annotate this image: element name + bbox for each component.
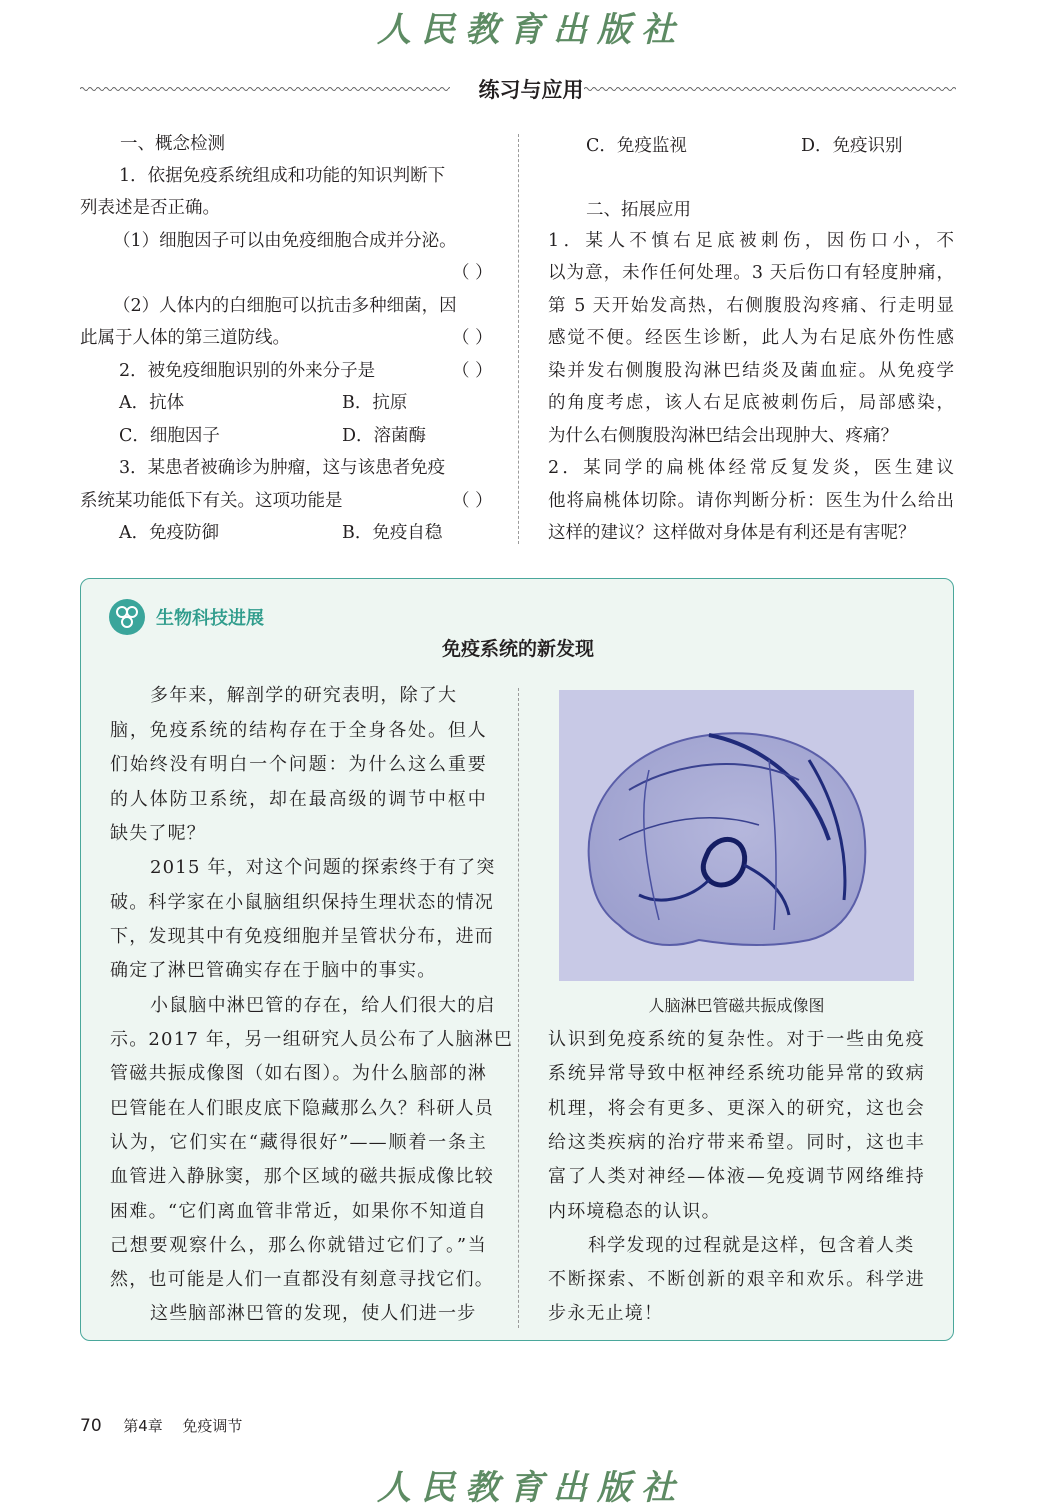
ext-q2-line: 2．某同学的扁桃体经常反复发炎，医生建议 <box>548 458 954 478</box>
molecule-icon <box>109 599 145 635</box>
box-text-line: 示。2017 年，另一组研究人员公布了人脑淋巴 <box>110 1029 514 1050</box>
box-text-line: 2015 年，对这个问题的探索终于有了突 <box>150 857 496 878</box>
publisher-logo-top: 人民教育出版社 <box>377 10 685 50</box>
heading-concept-check: 一、概念检测 <box>120 134 225 154</box>
box-text-line: 脑，免疫系统的结构存在于全身各处。但人 <box>110 720 487 741</box>
box-text-line: 巴管能在人们眼皮底下隐藏那么久？科研人员 <box>110 1098 494 1119</box>
ext-q2-line: 这样的建议？这样做对身体是有利还是有害呢？ <box>548 523 916 543</box>
q3-option-a: A．免疫防御 <box>119 523 220 543</box>
chapter-title: 免疫调节 <box>182 1417 243 1435</box>
box-text-line: 管磁共振成像图（如右图）。为什么脑部的淋 <box>110 1063 487 1084</box>
q3-option-d: D．免疫识别 <box>801 136 903 156</box>
figure-caption: 人脑淋巴管磁共振成像图 <box>648 996 825 1015</box>
box-text-line: 己想要观察什么，那么你就错过它们了。”当 <box>110 1235 487 1256</box>
page-number: 70 <box>80 1416 102 1436</box>
ext-q2-line: 他将扁桃体切除。请你判断分析：医生为什么给出 <box>548 491 954 511</box>
q2-option-d: D．溶菌酶 <box>342 426 427 446</box>
ext-q1-line: 1．某人不慎右足底被刺伤，因伤口小，不 <box>548 231 954 251</box>
q2-stem: 2．被免疫细胞识别的外来分子是 <box>119 361 376 381</box>
section-title: 练习与应用 <box>478 78 584 102</box>
q2-option-b: B．抗原 <box>342 393 408 413</box>
box-text-line: 们始终没有明白一个问题：为什么这么重要 <box>110 754 487 775</box>
box-text-line: 然，也可能是人们一直都没有刻意寻找它们。 <box>110 1269 494 1290</box>
q1-2-answer-paren: （ ） <box>452 328 493 348</box>
q3-line1: 3．某患者被确诊为肿瘤，这与该患者免疫 <box>119 458 446 478</box>
q2-option-c: C．细胞因子 <box>119 426 220 446</box>
heading-extension: 二、拓展应用 <box>586 200 691 220</box>
ext-q1-line: 第 5 天开始发高热，右侧腹股沟疼痛、行走明显 <box>548 296 954 316</box>
box-text-line: 小鼠脑中淋巴管的存在，给人们很大的启 <box>150 995 496 1016</box>
box-text-line: 富了人类对神经—体液—免疫调节网络维持 <box>548 1166 925 1187</box>
box-label: 生物科技进展 <box>156 608 264 629</box>
q1-line1: 1．依据免疫系统组成和功能的知识判断下 <box>119 166 446 186</box>
box-text-line: 确定了淋巴管确实存在于脑中的事实。 <box>110 960 437 981</box>
box-text-line: 的人体防卫系统，却在最高级的调节中枢中 <box>110 789 487 810</box>
box-text-line: 认为，它们实在“藏得很好”——顺着一条主 <box>110 1132 487 1153</box>
box-text-line: 不断探索、不断创新的艰辛和欢乐。科学进 <box>548 1269 925 1290</box>
column-divider <box>518 134 519 544</box>
q3-option-b: B．免疫自稳 <box>342 523 443 543</box>
publisher-logo-bottom: 人民教育出版社 <box>377 1468 685 1508</box>
brain-mri-image <box>559 690 914 981</box>
box-text-line: 步永无止境！ <box>548 1303 664 1324</box>
ext-q1-line: 染并发右侧腹股沟淋巴结炎及菌血症。从免疫学 <box>548 361 954 381</box>
q1-1-answer-paren: （ ） <box>452 263 493 283</box>
q1-line2: 列表述是否正确。 <box>80 198 220 218</box>
chapter-number: 第4章 <box>123 1417 163 1435</box>
q1-1-line1: （1）细胞因子可以由免疫细胞合成并分泌。 <box>113 231 457 251</box>
ext-q1-line: 为什么右侧腹股沟淋巴结会出现肿大、疼痛？ <box>548 426 898 446</box>
box-text-line: 科学发现的过程就是这样，包含着人类 <box>588 1235 915 1256</box>
box-text-line: 给这类疾病的治疗带来希望。同时，这也丰 <box>548 1132 925 1153</box>
q2-answer-paren: （ ） <box>452 361 493 381</box>
box-text-line: 血管进入静脉窦，那个区域的磁共振成像比较 <box>110 1166 494 1187</box>
ext-q1-line: 感觉不便。经医生诊断，此人为右足底外伤性感 <box>548 328 954 348</box>
ext-q1-line: 以为意，未作任何处理。3 天后伤口有轻度肿痛， <box>548 263 954 283</box>
box-text-line: 破。科学家在小鼠脑组织保持生理状态的情况 <box>110 892 494 913</box>
q3-option-c: C．免疫监视 <box>586 136 687 156</box>
box-column-divider <box>518 688 519 1328</box>
q3-line2: 系统某功能低下有关。这项功能是 <box>80 491 343 511</box>
box-text-line: 下，发现其中有免疫细胞并呈管状分布，进而 <box>110 926 494 947</box>
box-text-line: 多年来，解剖学的研究表明，除了大 <box>150 685 458 706</box>
box-text-line: 内环境稳态的认识。 <box>548 1201 721 1222</box>
box-text-line: 这些脑部淋巴管的发现，使人们进一步 <box>150 1303 477 1324</box>
box-text-line: 机理，将会有更多、更深入的研究，这也会 <box>548 1098 925 1119</box>
page-footer <box>80 1415 242 1436</box>
q1-2-line2: 此属于人体的第三道防线。 <box>80 328 290 348</box>
ext-q1-line: 的角度考虑，该人右足底被刺伤后，局部感染， <box>548 393 954 413</box>
wavy-divider-right <box>584 84 956 94</box>
box-text-line: 困难。“它们离血管非常近，如果你不知道自 <box>110 1201 487 1222</box>
q1-2-line1: （2）人体内的白细胞可以抗击多种细菌，因 <box>113 296 457 316</box>
q2-option-a: A．抗体 <box>119 393 185 413</box>
q3-answer-paren: （ ） <box>452 491 493 511</box>
box-text-line: 缺失了呢？ <box>110 823 206 844</box>
box-title: 免疫系统的新发现 <box>441 638 594 660</box>
box-text-line: 认识到免疫系统的复杂性。对于一些由免疫 <box>548 1029 925 1050</box>
box-text-line: 系统异常导致中枢神经系统功能异常的致病 <box>548 1063 925 1084</box>
